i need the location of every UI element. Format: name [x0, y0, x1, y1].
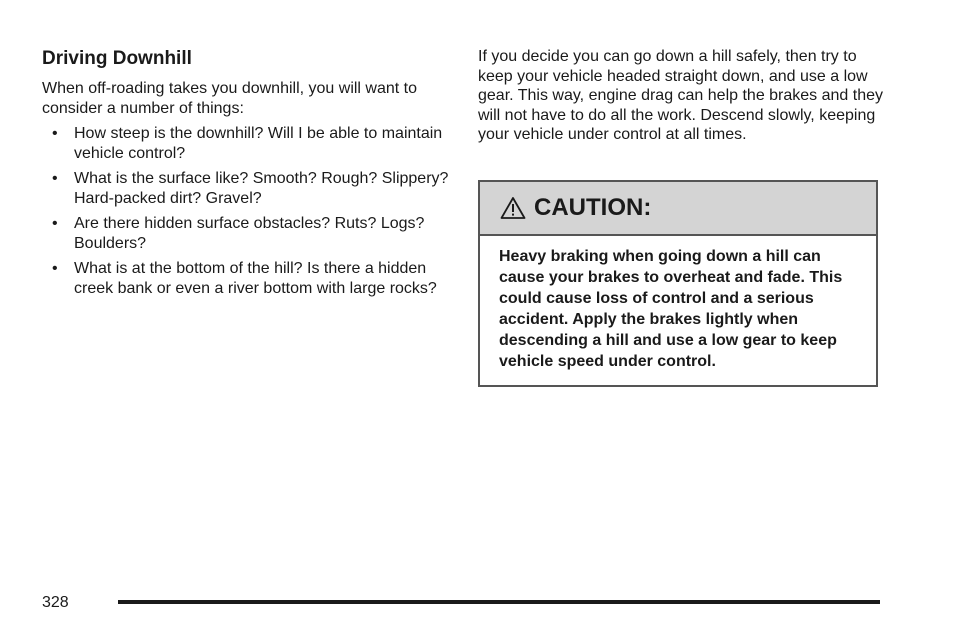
warning-triangle-icon — [500, 196, 526, 220]
caution-title: CAUTION: — [534, 194, 652, 221]
considerations-list — [42, 124, 452, 298]
bullet-icon: • — [52, 170, 58, 187]
intro-paragraph: When off-roading takes you downhill, you will want to consider a number of things: — [42, 80, 418, 117]
right-column — [478, 47, 883, 145]
list-item-text: What is at the bottom of the hill? Is there a hidden creek bank or even a river bottom with large rocks? — [74, 260, 437, 297]
list-item-text: How steep is the downhill? Will I be able to maintain vehicle control? — [74, 125, 443, 162]
list-item — [42, 259, 452, 298]
list-item — [42, 214, 452, 253]
list-item — [42, 169, 452, 208]
list-item-text: Are there hidden surface obstacles? Ruts? Logs? Boulders? — [74, 215, 425, 252]
caution-text: Heavy braking when going down a hill can cause your brakes to overheat and fade. This could cause loss of control and a serious accident. Apply the brakes lightly when descending a hill and use a low gear to keep vehicle speed under control. — [499, 248, 843, 370]
caution-box — [478, 180, 878, 387]
caution-header — [480, 182, 876, 236]
list-item-text: What is the surface like? Smooth? Rough? Slippery? Hard-packed dirt? Gravel? — [74, 170, 449, 207]
bullet-icon: • — [52, 215, 58, 232]
footer-rule — [118, 600, 880, 604]
page-number: 328 — [42, 594, 69, 611]
list-item — [42, 124, 452, 163]
left-column — [42, 48, 452, 304]
bullet-icon: • — [52, 260, 58, 277]
section-heading: Driving Downhill — [42, 48, 192, 69]
bullet-icon: • — [52, 125, 58, 142]
downhill-paragraph: If you decide you can go down a hill safely, then try to keep your vehicle headed straight down, and use a low gear. This way, engine drag can help the brakes and they will not have to do all the work. Descend slowly, keeping your vehicle under control at all times. — [478, 48, 884, 143]
